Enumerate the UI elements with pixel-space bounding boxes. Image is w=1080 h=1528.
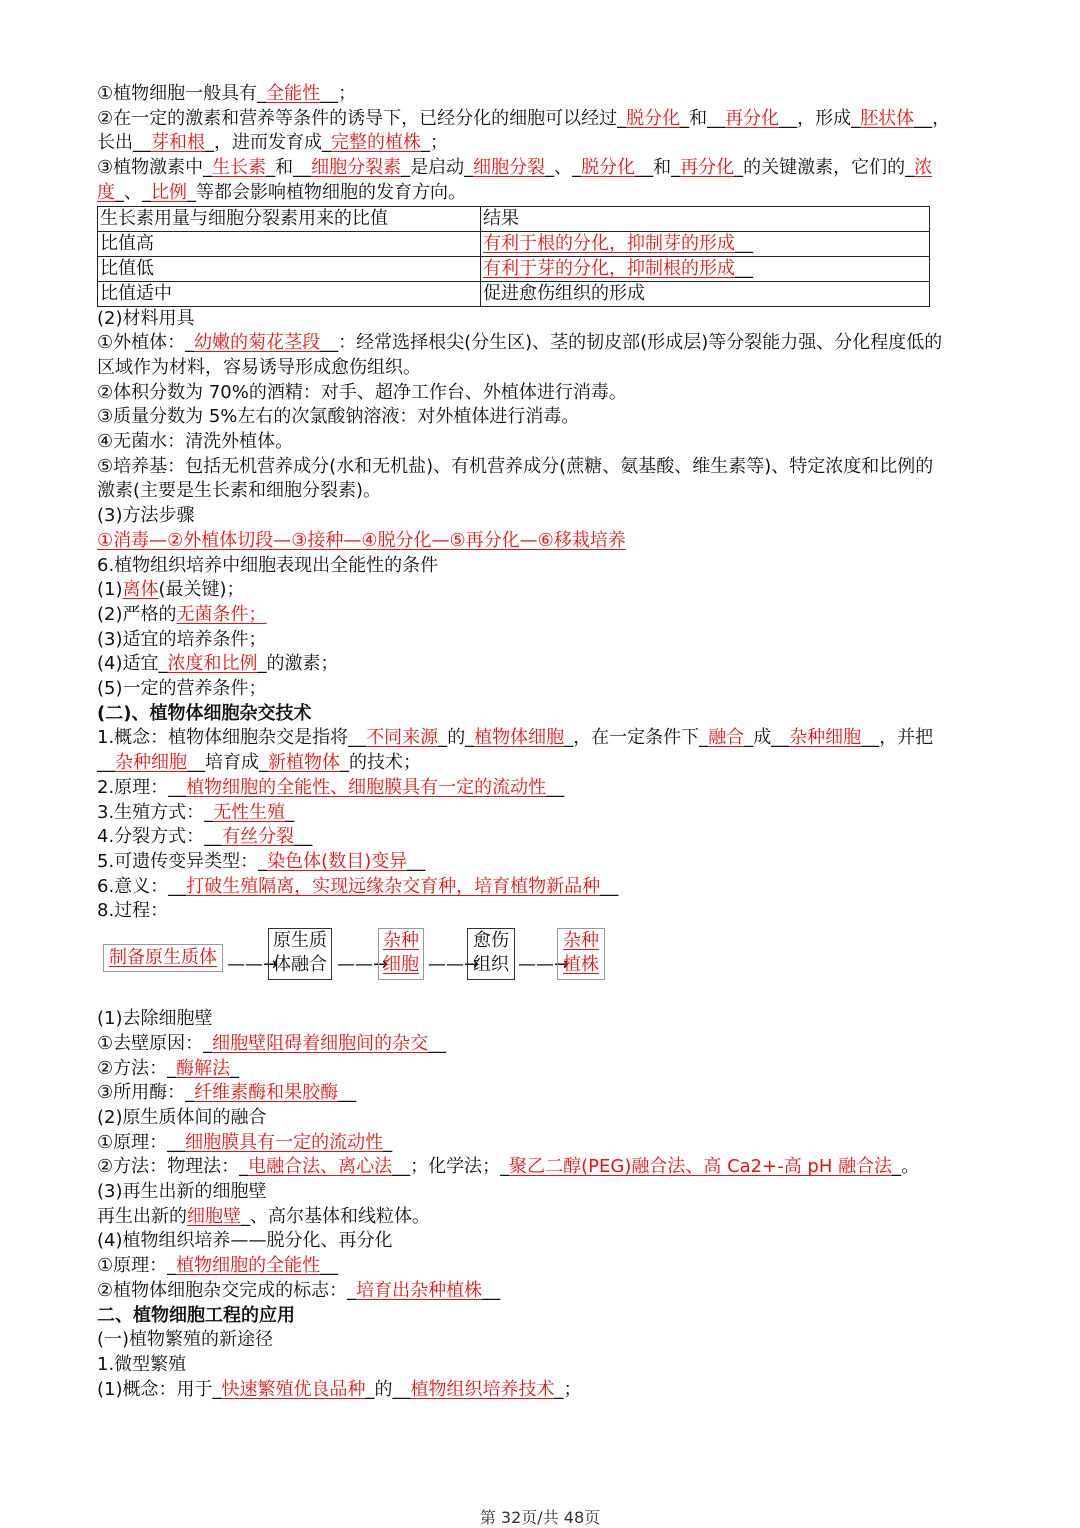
text-line — [97, 1205, 985, 1230]
answer-text: 芽和根 — [151, 132, 205, 154]
text-segment: ③质量分数为 5%左右的次氯酸钠溶液：对外植体进行消毒。 — [97, 406, 580, 428]
text-line — [97, 455, 985, 480]
text-line — [97, 702, 985, 727]
table-header-cell: 生长素用量与细胞分裂素用来的比值 — [98, 206, 481, 231]
text-segment: ①植物细胞一般具有_ — [97, 83, 267, 104]
text-segment: (3)方法步骤 — [97, 505, 195, 527]
text-segment: _，在一定条件下_ — [564, 727, 709, 749]
flow-text: 组织 — [473, 954, 509, 976]
text-segment: __，形成_ — [779, 107, 861, 129]
table-header-row — [98, 206, 930, 231]
answer-text: 脱分化 — [581, 157, 636, 179]
table-header-cell: 结果 — [481, 206, 930, 231]
text-line — [97, 1106, 985, 1131]
answer-text: 有丝分裂 — [222, 826, 295, 848]
answer-text: 杂种细胞 — [789, 727, 862, 749]
text-line — [97, 652, 985, 677]
answer-text: 度 — [97, 181, 115, 203]
text-segment: ②方法：_ — [97, 1057, 177, 1079]
text-segment: _。 — [892, 1156, 920, 1178]
answer-text: 脱分化 — [626, 107, 681, 129]
text-segment: _的关键激素，它们的_ — [734, 157, 915, 179]
text-line — [97, 1254, 985, 1279]
text-segment: 8.过程： — [97, 900, 169, 922]
text-segment: _，进而发育成_ — [205, 132, 331, 154]
text-segment: ①原理：__ — [97, 1131, 186, 1153]
text-segment: 1.概念：植物体细胞杂交是指将__ — [97, 727, 367, 749]
process-flow-diagram — [97, 928, 985, 1004]
answer-text: 胚状体 — [860, 107, 915, 129]
text-segment: _的_ — [438, 727, 475, 749]
text-segment: __ — [546, 776, 565, 798]
answer-text: 电融合法、离心法 — [248, 1156, 393, 1178]
text-line — [97, 1304, 985, 1329]
text-line — [97, 131, 985, 156]
text-line — [97, 850, 985, 875]
text-segment: ⑤培养基：包括无机营养成分(水和无机盐)、有机营养成分(蔗糖、氨基酸、维生素等)、特定浓度和比例的 — [97, 455, 934, 477]
text-line — [97, 1057, 985, 1082]
table-cell: 有利于芽的分化，抑制根的形成__ — [481, 256, 930, 281]
answer-text: 培育出杂种植株 — [356, 1279, 483, 1301]
text-segment: _等都会影响植物细胞的发育方向。 — [187, 181, 466, 203]
text-segment: _、_ — [545, 157, 582, 179]
arrow-icon: ——→ — [227, 954, 279, 976]
answer-text: 比例 — [151, 181, 187, 203]
text-segment: (二)、植物体细胞杂交技术 — [97, 702, 312, 724]
flow-text: 愈伤 — [473, 930, 509, 952]
text-line — [97, 430, 985, 455]
text-line — [97, 1032, 985, 1057]
text-line — [97, 1279, 985, 1304]
text-segment: (4)植物组织培养——脱分化、再分化 — [97, 1230, 393, 1252]
flow-text: 植株 — [563, 954, 599, 976]
document-body — [97, 82, 985, 1402]
flow-box-callus — [467, 928, 515, 980]
arrow-icon: ——→ — [518, 954, 570, 976]
answer-text: 染色体(数目)变异 — [267, 850, 408, 872]
answer-text: 细胞分裂素 — [311, 157, 402, 179]
text-segment: _和__ — [266, 157, 312, 179]
table-cell: 比值高 — [98, 231, 481, 256]
text-segment: __；化学法；_ — [392, 1156, 510, 1178]
answer-text: 无菌条件； — [176, 603, 267, 625]
answer-text: 离体 — [122, 579, 159, 601]
answer-text: 细胞分裂 — [473, 157, 546, 179]
text-line — [97, 554, 985, 579]
text-segment: _的技术； — [340, 752, 421, 774]
answer-text: 融合 — [708, 727, 745, 749]
text-segment: (2)原生质体间的融合 — [97, 1106, 267, 1128]
table-cell: 比值低 — [98, 256, 481, 281]
text-segment: _和__ — [680, 107, 726, 129]
text-line — [97, 107, 985, 132]
text-segment: __，并把 — [861, 727, 934, 749]
arrow-icon: ——→ — [428, 954, 480, 976]
text-segment: __； — [320, 83, 357, 104]
text-segment: 5.可遗传变异类型：_ — [97, 850, 268, 872]
flow-box-hybrid-plant — [557, 928, 605, 980]
answer-text: 打破生殖隔离，实现远缘杂交育种，培育植物新品种 — [186, 875, 601, 897]
flow-text: 体融合 — [273, 954, 327, 976]
text-segment: (最关键)； — [158, 579, 245, 601]
text-line — [97, 899, 985, 924]
text-segment: __ — [407, 850, 426, 872]
text-segment: __ — [338, 1082, 357, 1104]
text-line — [97, 825, 985, 850]
flow-text: 杂种 — [563, 930, 599, 952]
text-line — [97, 181, 985, 206]
text-segment: __和_ — [635, 157, 681, 179]
text-segment: __ — [482, 1279, 501, 1301]
answer-text: 细胞膜具有一定的流动性 — [185, 1131, 384, 1153]
text-segment: ③所用酶：_ — [97, 1082, 195, 1104]
text-segment: 2.原理：__ — [97, 776, 187, 798]
text-line — [97, 1155, 985, 1180]
section-hybridization-steps — [97, 1007, 985, 1402]
section-materials-and-hybridization — [97, 307, 985, 925]
answer-text: 幼嫩的菊花茎段 — [194, 332, 321, 354]
answer-text: 植物细胞的全能性 — [176, 1255, 321, 1277]
text-line — [97, 1229, 985, 1254]
table-row — [98, 256, 930, 281]
text-line — [97, 1131, 985, 1156]
answer-text: 浓度和比例 — [167, 653, 258, 675]
text-segment: ①去壁原因：_ — [97, 1032, 213, 1054]
text-segment: ③植物激素中_ — [97, 157, 213, 179]
answer-text: 酶解法 — [176, 1057, 231, 1079]
text-line — [97, 529, 985, 554]
text-line — [97, 801, 985, 826]
answer-text: 完整的植株 — [331, 132, 421, 154]
flow-box-hybrid-cell — [378, 928, 424, 980]
text-segment: (一)植物繁殖的新途径 — [97, 1329, 274, 1351]
table-row — [98, 231, 930, 256]
answer-text: 植物细胞的全能性、细胞膜具有一定的流动性 — [186, 776, 547, 798]
text-line — [97, 479, 985, 504]
text-segment: __培育成_ — [187, 752, 268, 774]
flow-text: 原生质 — [273, 930, 327, 952]
text-segment: ①原理：_ — [97, 1255, 177, 1277]
answer-text: 聚乙二醇(PEG)融合法、高 Ca2+-高 pH 融合法 — [509, 1156, 893, 1178]
text-line — [97, 726, 985, 751]
text-segment: __ — [428, 1032, 447, 1054]
text-segment: (1)去除细胞壁 — [97, 1008, 213, 1030]
answer-text: 浓 — [914, 157, 933, 179]
text-segment: 6.意义：__ — [97, 875, 187, 897]
answer-text: ①消毒—②外植体切段—③接种—④脱分化—⑤再分化—⑥移栽培养 — [97, 529, 626, 551]
text-line — [97, 381, 985, 406]
text-segment: (2)材料用具 — [97, 307, 195, 329]
text-line — [97, 875, 985, 900]
answer-text: 不同来源 — [366, 727, 439, 749]
hormone-ratio-table — [97, 206, 930, 307]
text-segment: _ — [230, 1057, 240, 1079]
text-line — [97, 1007, 985, 1032]
text-segment: _ — [383, 1131, 393, 1153]
text-line — [97, 504, 985, 529]
text-line — [97, 331, 985, 356]
text-line — [97, 82, 985, 107]
answer-text: 有利于根的分化，抑制芽的形成 — [483, 232, 735, 254]
text-segment: 长出__ — [97, 132, 151, 154]
text-segment: __ — [320, 1255, 339, 1277]
text-segment: 4.分裂方式：__ — [97, 826, 223, 848]
text-segment: 区域作为材料，容易诱导形成愈伤组织。 — [97, 356, 421, 378]
text-segment: (1)概念：用于_ — [97, 1378, 222, 1400]
text-segment: __， — [914, 107, 951, 129]
text-line — [97, 356, 985, 381]
flow-box-protoplast-fusion — [268, 928, 332, 980]
text-segment: (5)一定的营养条件； — [97, 678, 267, 700]
text-line — [97, 1353, 985, 1378]
text-segment: (3)再生出新的细胞壁 — [97, 1181, 267, 1203]
text-segment: _的激素； — [257, 653, 339, 675]
text-line — [97, 776, 985, 801]
text-segment: ②体积分数为 70%的酒精：对手、超净工作台、外植体进行消毒。 — [97, 381, 627, 403]
text-segment: 二、植物细胞工程的应用 — [97, 1304, 295, 1326]
text-line — [97, 1328, 985, 1353]
text-segment: _； — [554, 1378, 582, 1400]
answer-text: 纤维素酶和果胶酶 — [194, 1082, 339, 1104]
text-segment: _成__ — [744, 727, 790, 749]
answer-text: 生长素 — [212, 157, 267, 179]
text-segment: _、高尔基体和线粒体。 — [241, 1205, 430, 1227]
text-segment: __ — [294, 826, 313, 848]
answer-text: 细胞壁 — [187, 1205, 241, 1227]
text-segment: _、_ — [115, 181, 151, 203]
text-segment: ②方法：物理法：_ — [97, 1156, 249, 1178]
text-line — [97, 405, 985, 430]
text-segment: (2)严格的 — [97, 603, 177, 625]
answer-text: 植物组织培养技术 — [410, 1378, 555, 1400]
answer-text: 再分化 — [725, 107, 780, 129]
text-segment: 激素(主要是生长素和细胞分裂素)。 — [97, 480, 382, 502]
text-segment: ①外植体：_ — [97, 332, 195, 354]
text-segment: 6.植物组织培养中细胞表现出全能性的条件 — [97, 554, 439, 576]
table-row — [98, 281, 930, 306]
text-segment: 再生出新的 — [97, 1205, 187, 1227]
flow-text: 细胞 — [383, 954, 419, 976]
answer-text: 全能性 — [266, 83, 321, 104]
answer-text: 新植物体 — [268, 752, 340, 774]
text-segment: __：经常选择根尖(分生区)、茎的韧皮部(形成层)等分裂能力强、分化程度低的 — [320, 332, 943, 354]
text-line — [97, 1378, 985, 1403]
text-line — [97, 628, 985, 653]
table-cell: 促进愈伤组织的形成 — [481, 281, 930, 306]
text-segment: 1.微型繁殖 — [97, 1353, 187, 1375]
answer-text: 有利于芽的分化，抑制根的形成 — [483, 257, 735, 279]
text-line — [97, 603, 985, 628]
section-hormone-intro — [97, 82, 985, 206]
text-line — [97, 1180, 985, 1205]
text-segment: (3)适宜的培养条件； — [97, 628, 267, 650]
text-line — [97, 677, 985, 702]
text-segment: 3.生殖方式：_ — [97, 801, 214, 823]
text-segment: ④无菌水：清洗外植体。 — [97, 431, 294, 453]
arrow-icon: ——→ — [337, 954, 389, 976]
text-segment: _ — [285, 801, 295, 823]
flow-text: 杂种 — [383, 930, 419, 952]
flow-box-prepare-protoplast: 制备原生质体 — [103, 944, 223, 972]
text-segment: (1) — [97, 579, 123, 601]
answer-text: 植物体细胞 — [474, 727, 565, 749]
answer-text: 细胞壁阻碍着细胞间的杂交 — [212, 1032, 429, 1054]
text-segment: ②植物体细胞杂交完成的标志：_ — [97, 1279, 357, 1301]
table-cell: 比值适中 — [98, 281, 481, 306]
text-segment: __ — [97, 752, 115, 774]
table-cell: 有利于根的分化，抑制芽的形成__ — [481, 231, 930, 256]
answer-text: 快速繁殖优良品种 — [221, 1378, 366, 1400]
answer-text: 无性生殖 — [213, 801, 286, 823]
text-segment: _是启动_ — [401, 157, 474, 179]
text-segment: (4)适宜_ — [97, 653, 168, 675]
text-line — [97, 307, 985, 332]
text-segment: _的__ — [365, 1378, 411, 1400]
text-segment: __ — [600, 875, 619, 897]
answer-text: 再分化 — [680, 157, 735, 179]
text-line — [97, 578, 985, 603]
text-segment: _； — [421, 132, 448, 154]
text-line — [97, 156, 985, 181]
text-line — [97, 1081, 985, 1106]
text-line — [97, 751, 985, 776]
page-footer: 第 32页/共 48页 — [479, 1508, 601, 1527]
answer-text: 杂种细胞 — [115, 752, 187, 774]
text-segment: ②在一定的激素和营养等条件的诱导下，已经分化的细胞可以经过_ — [97, 107, 627, 129]
